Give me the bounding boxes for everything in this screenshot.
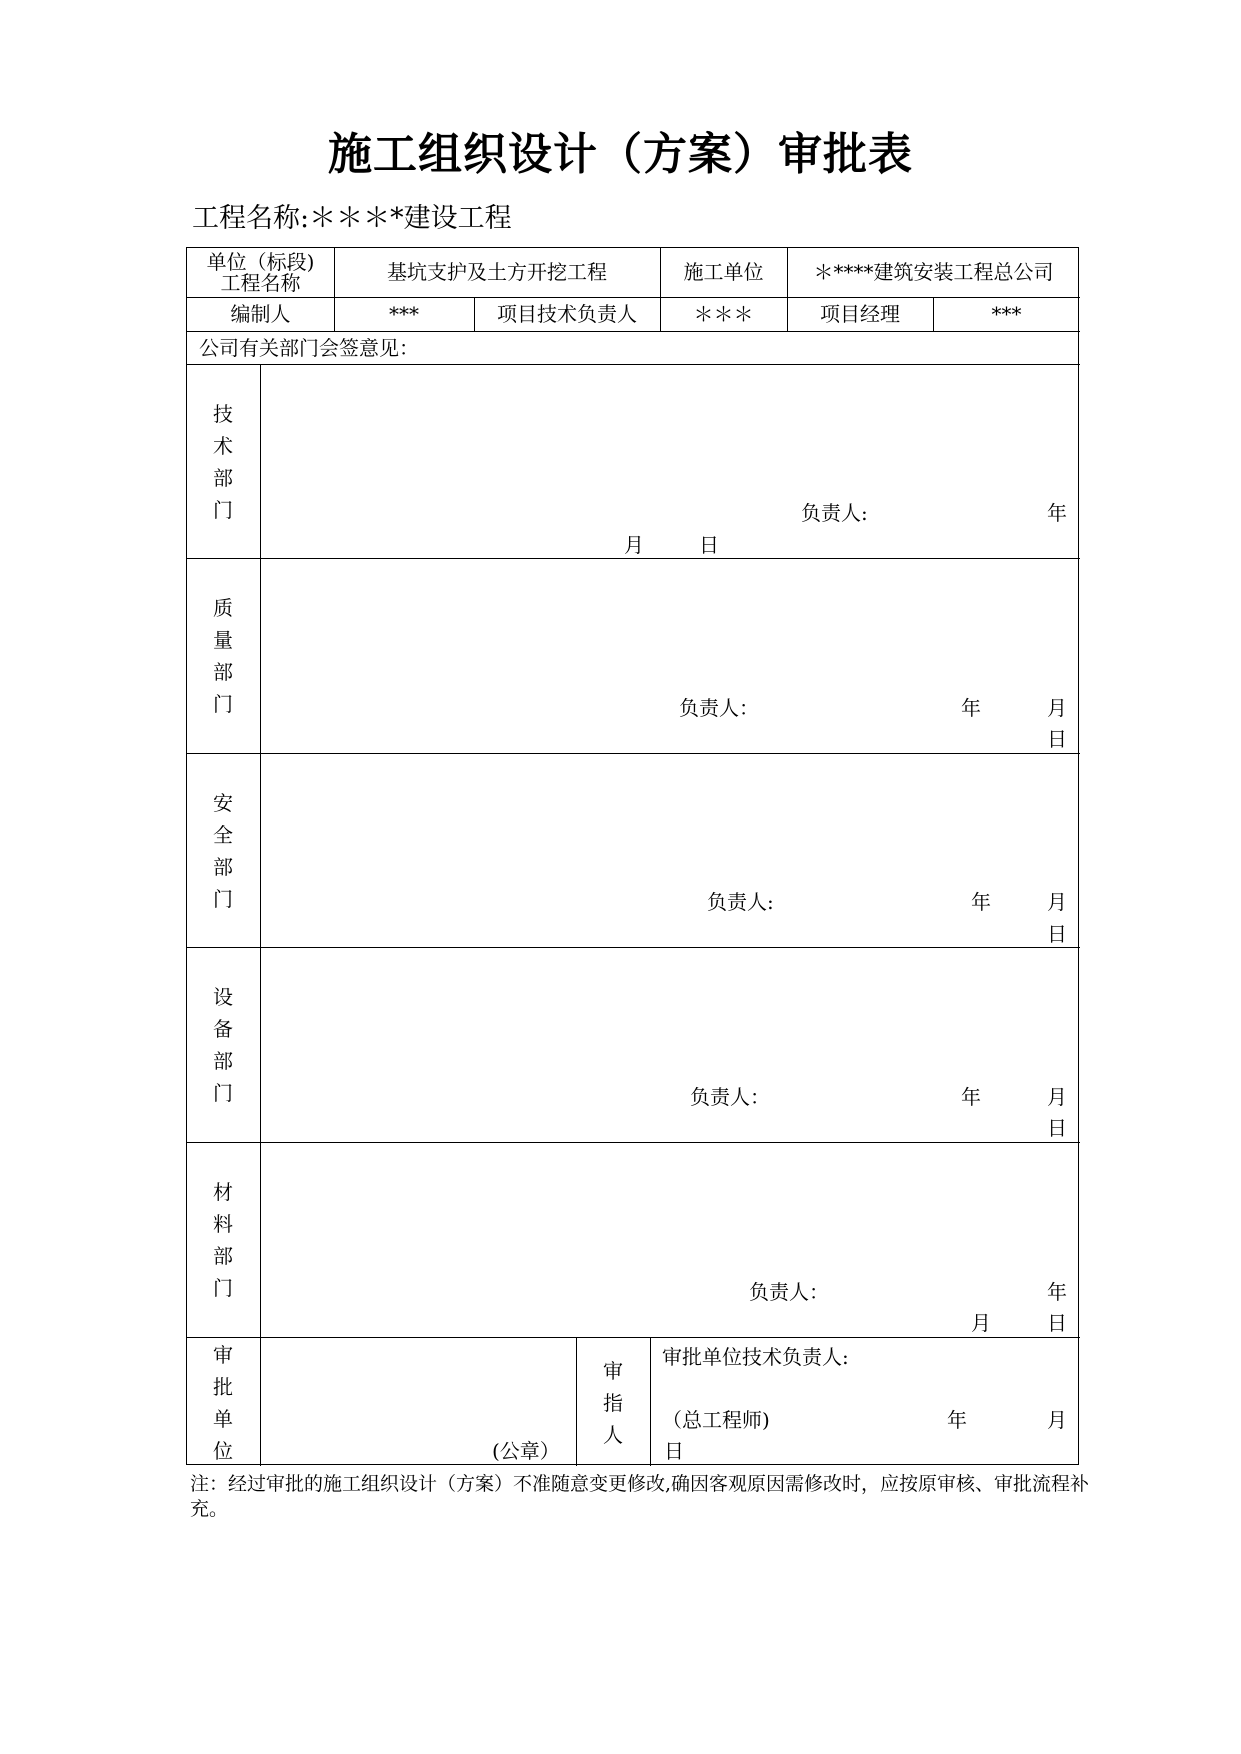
dept-tech-year: 年 [1047,501,1067,525]
approval-day: 日 [664,1439,684,1463]
manager-value: *** [991,302,1022,326]
dept-safety-label: 安 全 部 门 [213,791,233,911]
manager-label: 项目经理 [820,302,900,326]
form-title: 施工组织设计（方案）审批表 [328,129,913,180]
dept-tech-sign: 负责人: [801,501,868,525]
dept-tech-month: 月 [624,533,644,557]
row-divider [187,331,1080,332]
dept-quality-year: 年 [961,696,981,720]
approval-tech-lead: 审批单位技术负责人: [662,1345,849,1369]
dept-materials-label: 材 料 部 门 [213,1180,233,1300]
approval-month: 月 [1047,1408,1067,1432]
unit-value: 基坑支护及土方开挖工程 [387,260,607,284]
dept-equipment-month: 月 [1047,1085,1067,1109]
row-divider [187,558,1080,559]
dept-safety-year: 年 [971,890,991,914]
dept-quality-label: 质 量 部 门 [213,596,233,716]
contractor-label: 施工单位 [683,260,764,284]
row-divider [187,364,1080,365]
row-divider [187,297,1080,298]
col-divider [650,1337,651,1466]
tech-lead-label: 项目技术负责人 [497,302,637,326]
dept-quality-month: 月 [1047,696,1067,720]
contractor-value: ＊****建筑安装工程总公司 [813,260,1054,284]
col-divider [260,364,261,1466]
chief-engineer: （总工程师) [662,1408,770,1432]
col-divider [576,1337,577,1466]
dept-tech-day: 日 [699,533,719,557]
dept-safety-month: 月 [1047,890,1067,914]
dept-equipment-year: 年 [961,1085,981,1109]
countersign-label: 公司有关部门会签意见： [199,336,419,360]
dept-materials-day: 日 [1047,1311,1067,1335]
dept-safety-day: 日 [1047,922,1067,946]
project-name: 工程名称:＊＊＊*建设工程 [192,203,512,234]
footnote: 注：经过审批的施工组织设计（方案）不准随意变更修改,确因客观原因需修改时，应按原审核、审批流程补充。 [190,1473,1090,1520]
approver-label: 审 指 人 [603,1359,623,1447]
dept-tech-label: 技 术 部 门 [213,402,233,522]
dept-equipment-label: 设 备 部 门 [213,985,233,1105]
approval-unit-label: 审 批 单 位 [213,1343,233,1463]
dept-materials-month: 月 [971,1311,991,1335]
dept-equipment-day: 日 [1047,1116,1067,1140]
dept-quality-day: 日 [1047,727,1067,751]
dept-quality-sign: 负责人： [679,696,759,720]
approval-year: 年 [947,1408,967,1432]
dept-safety-sign: 负责人: [707,890,774,914]
dept-equipment-sign: 负责人： [690,1085,770,1109]
row-divider [187,1142,1080,1143]
dept-materials-year: 年 [1047,1280,1067,1304]
row-divider [187,947,1080,948]
compiler-value: *** [389,302,419,326]
compiler-label: 编制人 [230,302,291,326]
dept-materials-sign: 负责人： [749,1280,829,1304]
tech-lead-value: ＊＊＊ [693,302,754,326]
approval-form-table [186,247,1079,1465]
official-seal: (公章） [492,1439,560,1463]
row-divider [187,1337,1080,1338]
row-divider [187,753,1080,754]
unit-label: 单位（标段) 工程名称 [206,250,315,295]
